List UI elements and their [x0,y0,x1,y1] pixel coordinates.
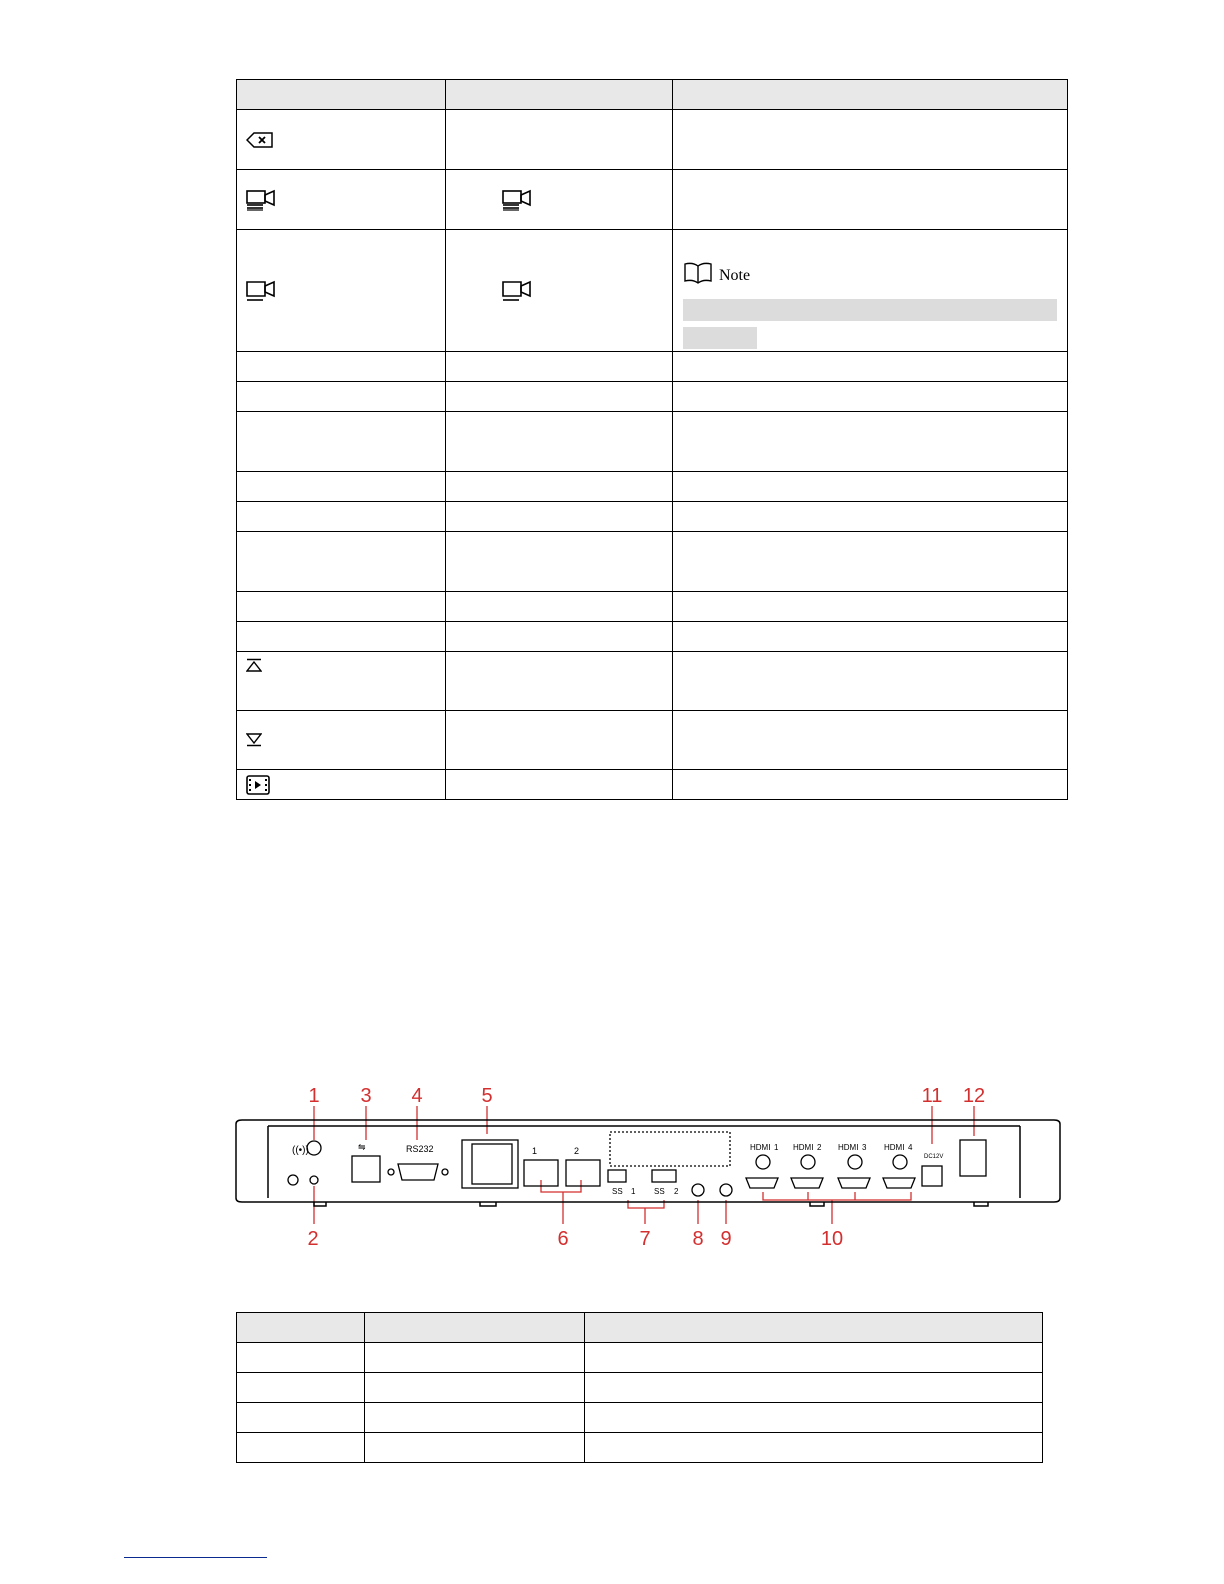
table-cell [237,412,446,472]
callout-1: 1 [308,1085,320,1107]
table-cell [673,532,1068,592]
keys-table [236,79,1068,800]
book-icon [683,261,713,290]
table-header-row [237,1313,1043,1343]
table-cell [585,1403,1043,1433]
lan2-label: 2 [574,1146,580,1156]
table-cell [673,472,1068,502]
table-row [237,622,1068,652]
table-row [237,412,1068,472]
table-cell [446,352,673,382]
callout-2: 2 [307,1228,319,1248]
table-cell [673,412,1068,472]
table-cell [237,472,446,502]
callout-4: 4 [411,1085,423,1107]
table-row [237,170,1068,230]
hdmi-number-1: 1 [774,1143,779,1152]
table-cell [585,1373,1043,1403]
table-row [237,382,1068,412]
lan1-label: 1 [532,1146,538,1156]
table-cell [237,352,446,382]
note-text-redacted [683,299,1057,321]
table-cell [673,711,1068,770]
table-cell [446,652,673,711]
table-cell [237,652,446,711]
table-cell [446,110,673,170]
table-row [237,770,1068,800]
table-cell [237,711,446,770]
table-row [237,592,1068,622]
table-cell [365,1343,585,1373]
header-cell [446,80,673,110]
table-cell [446,412,673,472]
record-icon [246,280,276,302]
callout-11: 11 [921,1085,943,1107]
footer-link-underline[interactable] [124,1557,267,1558]
callout-10: 10 [820,1228,844,1248]
table-cell [237,1343,365,1373]
table-cell [446,170,673,230]
table-row [237,1403,1043,1433]
table-cell [673,352,1068,382]
table-cell [673,170,1068,230]
eject-up-icon [246,658,262,672]
eject-down-icon [246,733,262,747]
svg-text:⇋: ⇋ [358,1142,366,1152]
table-cell [237,1403,365,1433]
callout-9: 9 [720,1228,732,1248]
table-cell [237,532,446,592]
header-cell [365,1313,585,1343]
rear-ports [288,1132,986,1196]
header-cell [673,80,1068,110]
table-cell [365,1373,585,1403]
table-cell [365,1403,585,1433]
table-cell [446,711,673,770]
header-cell [237,80,446,110]
table-row [237,502,1068,532]
table-cell [237,502,446,532]
ports-table [236,1312,1043,1463]
playback-film-icon [246,775,270,795]
table-cell [237,230,446,352]
table-cell [446,592,673,622]
callout-5: 5 [481,1085,493,1107]
table-row [237,1343,1043,1373]
table-row [237,532,1068,592]
table-cell [237,592,446,622]
callout-3: 3 [360,1085,372,1107]
header-cell [585,1313,1043,1343]
table-cell [585,1433,1043,1463]
table-cell [446,230,673,352]
table-row [237,1433,1043,1463]
hdmi-number-2: 2 [817,1143,822,1152]
table-cell [237,170,446,230]
hdmi-label-2: HDMI [793,1143,814,1152]
table-cell [673,382,1068,412]
usb1-ss-label: SS [612,1187,623,1196]
table-cell [446,502,673,532]
table-cell [673,230,1068,352]
table-header-row [237,80,1068,110]
table-cell [446,382,673,412]
table-cell [673,770,1068,800]
table-cell [237,770,446,800]
table-row [237,230,1068,352]
table-row [237,652,1068,711]
table-row [237,110,1068,170]
usb2-label: 2 [674,1187,679,1196]
table-cell [446,622,673,652]
table-cell [673,502,1068,532]
table-cell [237,1373,365,1403]
callout-7: 7 [639,1228,651,1248]
multi-channel-record-icon [502,189,532,211]
usb2-ss-label: SS [654,1187,665,1196]
callout-leaders [314,1106,974,1224]
table-cell [446,472,673,502]
usb1-label: 1 [631,1187,636,1196]
callout-12: 12 [962,1085,986,1107]
note-text-redacted [683,327,757,349]
table-cell [237,1433,365,1463]
backspace-icon [246,131,274,149]
note-block [673,233,1067,349]
table-cell [673,622,1068,652]
table-cell [237,382,446,412]
svg-text:((•)): ((•)) [292,1145,309,1156]
rs232-label: RS232 [406,1144,434,1154]
table-row [237,472,1068,502]
device-rear-panel-figure [228,1082,1068,1248]
table-cell [673,652,1068,711]
table-cell [237,110,446,170]
table-row [237,1373,1043,1403]
table-cell [673,110,1068,170]
table-row [237,711,1068,770]
hdmi-label-1: HDMI [750,1143,771,1152]
hdmi-number-3: 3 [862,1143,867,1152]
table-cell [237,622,446,652]
hdmi-label-3: HDMI [838,1143,859,1152]
table-cell [585,1343,1043,1373]
table-cell [365,1433,585,1463]
power-label: DC12V [924,1154,944,1160]
table-cell [446,770,673,800]
callout-8: 8 [692,1228,704,1248]
note-label: Note [719,266,751,284]
record-icon [502,280,532,302]
hdmi-label-4: HDMI [884,1143,905,1152]
table-cell [673,592,1068,622]
callout-6: 6 [557,1228,569,1248]
device-chassis [236,1120,1060,1206]
header-cell [237,1313,365,1343]
table-row [237,352,1068,382]
multi-channel-record-icon [246,189,276,211]
table-cell [446,532,673,592]
hdmi-number-4: 4 [908,1143,913,1152]
